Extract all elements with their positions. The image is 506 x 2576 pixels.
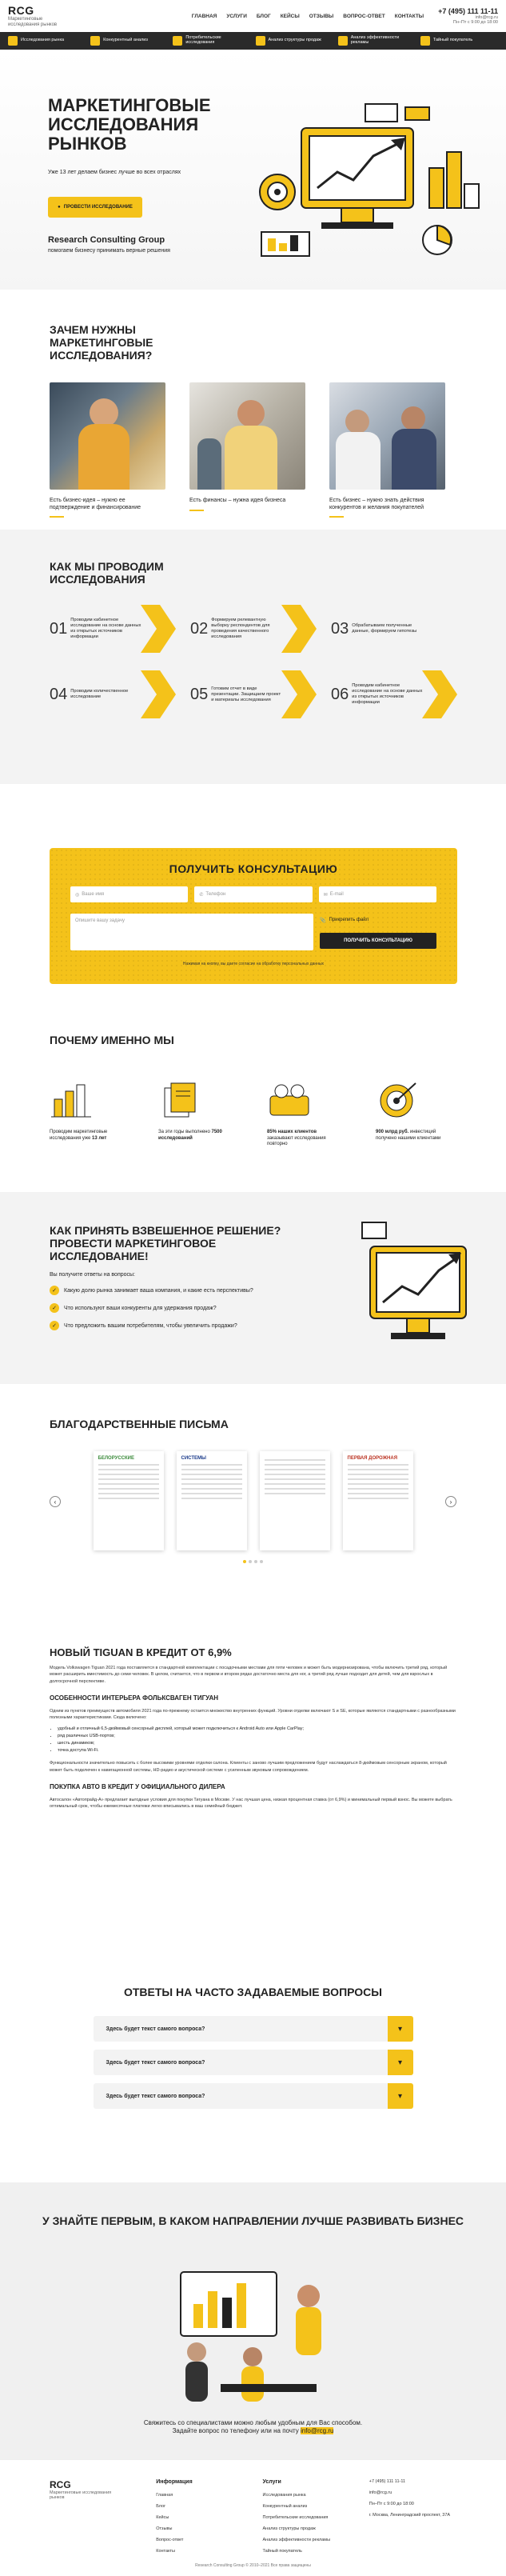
research-icon (8, 36, 18, 46)
service-item[interactable] (90, 36, 168, 46)
why-caption: Есть финансы – нужна идея бизнеса (189, 498, 286, 504)
footer-link[interactable]: Кейсы (156, 2515, 169, 2520)
why-caption: Есть бизнес – нужно знать действия конкурентов и желания покупателей (329, 498, 424, 510)
header-contact (438, 7, 498, 25)
article-paragraph: Модель Volkswagen Tiguan 2021 года поставляется в стандартной комплектации с посадочными местами для пяти человек и может быть модернизирована, чтобы включить третий ряд, который может расширить вместимость до семи человек. В целом, считается, что в первом и втором рядах достаточно места для ног, а третий ряд лучше подходит для детей, чем для взрослых в долгосрочной перспективе. (50, 1666, 448, 1684)
footer-phone[interactable]: +7 (495) 111 11-11 (369, 2479, 406, 2484)
letter-heading: БЕЛОРУССКИЕ (98, 1456, 134, 1462)
article-subtitle: ПОКУПКА АВТО В КРЕДИТ У ОФИЦИАЛЬНОГО ДИЛЕРА (50, 1782, 225, 1790)
footer-link[interactable]: Анализ эффективности рекламы (262, 2538, 331, 2542)
consult-actions (320, 914, 436, 950)
cta-email-link[interactable]: info@rcg.ru (300, 2427, 334, 2435)
chevron-right-icon (281, 670, 317, 718)
step-number: 03 (331, 619, 349, 638)
why-photo-3 (329, 382, 445, 490)
decision-title: КАК ПРИНЯТЬ ВЗВЕШЕННОЕ РЕШЕНИЕ? ПРОВЕСТИ МАРКЕТИНГОВОЕ ИССЛЕДОВАНИЕ! (50, 1224, 281, 1263)
how-section (0, 530, 506, 784)
footer-services-col (263, 2479, 350, 2576)
mystery-shopper-icon (420, 36, 430, 46)
bullet-item: ✓ Что используют ваши конкуренты для удержания продаж? (50, 1303, 456, 1313)
step-text: Готовим отчет в виде презентации. Защищаем проект и материалы исследования (211, 686, 281, 702)
accent-line (50, 516, 64, 518)
faq-item[interactable]: Здесь будет текст самого вопроса? ▾ (94, 2050, 413, 2075)
footer-info-col (156, 2479, 243, 2576)
chevron-right-icon (422, 670, 457, 718)
documents-icon (158, 1080, 206, 1120)
check-icon: ✓ (50, 1303, 59, 1313)
chevron-right-icon (141, 605, 176, 653)
footer-link[interactable]: Исследования рынка (262, 2493, 306, 2498)
footer-link[interactable]: Контакты (156, 2549, 176, 2554)
accent-line (329, 516, 344, 518)
footer-services-title: Услуги (262, 2479, 281, 2485)
slider-dot[interactable] (243, 1560, 246, 1563)
chevron-right-icon (141, 670, 176, 718)
why-title: ЗАЧЕМ НУЖНЫ МАРКЕТИНГОВЫЕ ИССЛЕДОВАНИЯ? (50, 323, 153, 362)
step-text: Проводим кабинетное исследование на основе данных из открытых источников информации (70, 618, 141, 640)
slider-dot[interactable] (260, 1560, 263, 1563)
footer-link[interactable]: Главная (156, 2493, 173, 2498)
article-paragraph: Одним из пунктов преимуществ автомобиля 2021 года по-прежнему остается множество внутренних функций. Уровни отделки включают S и SE, которые являются стандартными с разнообразными полезными характеристиками. Сюда включено: (50, 1708, 456, 1720)
monitor-illustration-icon (362, 1214, 474, 1358)
footer-link[interactable]: Тайный покупатель (262, 2549, 302, 2554)
cta-text: Свяжитесь со специалистами можно любым удобным для Вас способом. Задайте вопрос по телефону или на почту info@rcg.ru (143, 2419, 363, 2435)
step-text: Обрабатываем полученные данные, формируем гипотезы (352, 623, 417, 634)
hero (0, 50, 506, 290)
cta-section (0, 2182, 506, 2459)
nav-main[interactable]: ГЛАВНАЯ (191, 13, 217, 19)
research-button-label: ПРОВЕСТИ ИССЛЕДОВАНИЕ (63, 205, 133, 210)
article-list-item: • удобный и отличный 6,5-дюймовый сенсорный дисплей, который может подключиться к Android Auto или Apple CarPlay; (58, 1726, 456, 1733)
top-header (0, 0, 506, 32)
competition-icon (90, 36, 100, 46)
bulb-icon: ● (58, 205, 61, 210)
expand-icon[interactable]: ▾ (388, 2016, 413, 2042)
step-number: 02 (190, 619, 209, 638)
steps-grid (50, 605, 457, 718)
email-field[interactable]: ✉ E-mail (319, 886, 436, 902)
nav-blog[interactable]: БЛОГ (256, 13, 271, 19)
main-nav (192, 14, 424, 19)
why-photo-1 (50, 382, 165, 490)
message-field[interactable]: Опишите вашу задачу (70, 914, 313, 950)
check-icon: ✓ (50, 1321, 59, 1330)
hero-illustration-icon (245, 96, 485, 272)
letters-title: БЛАГОДАРСТВЕННЫЕ ПИСЬМА (50, 1418, 229, 1430)
reason-item (267, 1080, 344, 1148)
chevron-right-icon (281, 605, 317, 653)
consult-row (50, 914, 457, 950)
why-cards (50, 382, 456, 518)
services-bar (0, 32, 506, 50)
reasons-section (0, 1000, 506, 1192)
expand-icon[interactable]: ▾ (388, 2083, 413, 2109)
logo-tagline: Маркетинговые исследования рынков (8, 17, 58, 27)
mail-icon: ✉ (323, 892, 328, 898)
company-name: Research Consulting Group (48, 235, 165, 245)
service-label: Исследования рынка (21, 38, 65, 43)
step-item (331, 670, 457, 718)
decision-question: Вы получите ответы на вопросы: (50, 1272, 135, 1278)
handshake-icon (267, 1080, 315, 1120)
article-paragraph: Автосалон «Автопрайд-А» предлагает выгодные условия для покупки Тигуана в Москве. У нас лучшая цена, низкая процентная ставка (от 6,9%) и минимальный первый взнос. Вы можете выбрать оптимальный срок, чтобы ежемесячные платежи легко вписывались в ваш семейный бюджет. (50, 1797, 452, 1810)
step-text: Проводим кабинетное исследование на основе данных из открытых источников информации (352, 683, 423, 706)
service-item[interactable] (8, 36, 86, 46)
nav-faq[interactable]: ВОПРОС-ОТВЕТ (343, 13, 385, 19)
step-number: 04 (50, 685, 68, 703)
nav-reviews[interactable]: ОТЗЫВЫ (309, 13, 334, 19)
bullet-item: ✓ Что предложить вашим потребителям, чтобы увеличить продажи? (50, 1321, 456, 1330)
step-number: 06 (331, 685, 349, 703)
footer-email[interactable]: info@rcg.ru (369, 2490, 392, 2495)
article-list-item: • точка доступа Wi-Fi. (58, 1747, 456, 1754)
reason-item (158, 1080, 235, 1148)
name-field[interactable]: ◎ Ваше имя (70, 886, 188, 902)
footer-address: г. Москва, Ленинградский проспект, 37А (369, 2513, 451, 2518)
nav-services[interactable]: УСЛУГИ (226, 13, 247, 19)
faq-section (0, 1966, 506, 2182)
bullet-item: ✓ Какую долю рынка занимает ваша компания, и какие есть перспективы? (50, 1286, 456, 1295)
why-photo-2 (189, 382, 305, 490)
letters-slider (50, 1451, 456, 1550)
expand-icon[interactable]: ▾ (388, 2050, 413, 2075)
nav-contacts[interactable]: КОНТАКТЫ (394, 13, 424, 19)
faq-item[interactable]: Здесь будет текст самого вопроса? ▾ (94, 2083, 413, 2109)
arrow-left-icon[interactable]: ‹ (50, 1496, 61, 1507)
step-item (190, 670, 317, 718)
letter-card[interactable] (260, 1451, 330, 1550)
letters-section (0, 1384, 506, 1622)
phone-field[interactable]: ✆ Телефон (194, 886, 312, 902)
slider-dot[interactable] (254, 1560, 257, 1563)
faq-title: ОТВЕТЫ НА ЧАСТО ЗАДАВАЕМЫЕ ВОПРОСЫ (123, 1986, 382, 1998)
reason-text: 900 млрд руб. инвестиций получено нашими клиентами (376, 1130, 441, 1141)
consumer-icon (173, 36, 182, 46)
consult-form (50, 848, 457, 984)
slider-dot[interactable] (249, 1560, 252, 1563)
research-button[interactable] (48, 197, 142, 218)
get-consultation-button[interactable]: ПОЛУЧИТЬ КОНСУЛЬТАЦИЮ (320, 933, 436, 949)
reason-item (376, 1080, 452, 1148)
header-phone[interactable]: +7 (495) 111 11-11 (438, 7, 498, 15)
service-label: Потребительские исследования (185, 35, 221, 45)
logo[interactable]: RCG (8, 4, 34, 18)
letter-card[interactable] (177, 1451, 247, 1550)
copyright: Research Consulting Group © 2010–2021 Все права защищены (195, 2563, 311, 2568)
reason-text: За эти годы выполнено 7500 исследований (158, 1130, 222, 1141)
step-item (50, 605, 176, 653)
reasons-list (50, 1080, 456, 1148)
reason-item (50, 1080, 126, 1148)
service-label: Анализ структуры продаж (268, 38, 321, 43)
step-text: Формируем релевантную выборку респондентов для проведения качественного исследования (211, 618, 270, 640)
footer (0, 2459, 506, 2576)
footer-link[interactable]: Потребительские исследования (262, 2515, 329, 2520)
footer-logo-col (50, 2479, 137, 2576)
phone-icon: ✆ (199, 892, 204, 898)
article-paragraph: Функциональности значительно повысить с более высокими уровнями отделки салона. Клиенты с заново лучшим предложением будут наслаждаться 8-дюймовым сенсорным экраном, который может быть подключен к навигационной системы, HD-радио и акустической системе с усиленным звуковым сопровождением. (50, 1761, 447, 1773)
footer-logo[interactable]: RCG (50, 2479, 71, 2490)
footer-contact-col (369, 2479, 456, 2576)
how-title: КАК МЫ ПРОВОДИМ ИССЛЕДОВАНИЯ (50, 560, 164, 586)
article-subtitle: ОСОБЕННОСТИ ИНТЕРЬЕРА ФОЛЬКСВАГЕН ТИГУАН (50, 1694, 219, 1702)
check-icon: ✓ (50, 1286, 59, 1295)
letter-card[interactable] (343, 1451, 413, 1550)
article-section (0, 1622, 506, 1966)
target-icon (376, 1080, 424, 1120)
consult-section (0, 784, 506, 1000)
reason-text: 85% наших клиентов заказывают исследования повторно (267, 1130, 326, 1147)
hero-title: МАРКЕТИНГОВЫЕ ИССЛЕДОВАНИЯ РЫНКОВ (48, 95, 211, 154)
sales-icon (256, 36, 265, 46)
article-title: НОВЫЙ TIGUAN В КРЕДИТ ОТ 6,9% (50, 1646, 232, 1658)
article-list (50, 1726, 456, 1754)
nav-cases[interactable]: КЕЙСЫ (280, 13, 300, 19)
footer-info-title: Информация (156, 2479, 193, 2485)
footer-hours: Пн–Пт с 9:00 до 18:00 (369, 2502, 414, 2506)
letter-card[interactable] (94, 1451, 164, 1550)
service-item[interactable] (256, 36, 333, 46)
faq-list (94, 2016, 413, 2109)
hero-subtitle: Уже 13 лет делаем бизнес лучше во всех отраслях (48, 170, 181, 175)
step-text: Проводим количественное исследование (70, 689, 129, 700)
arrow-right-icon[interactable]: › (445, 1496, 456, 1507)
step-item (50, 670, 176, 718)
privacy-note: Нажимая на кнопку, вы даете согласие на обработку персональных данных (182, 962, 325, 966)
company-subtitle: помогаем бизнесу принимать верные решения (48, 248, 170, 254)
why-card (189, 382, 305, 518)
why-card (329, 382, 445, 518)
footer-link[interactable]: Анализ структуры продаж (262, 2526, 316, 2531)
slider-dots (50, 1560, 456, 1563)
accent-line (189, 510, 204, 511)
why-card (50, 382, 165, 518)
user-icon: ◎ (75, 892, 80, 898)
article-list-item: • шесть динамиков; (58, 1740, 456, 1747)
step-item (190, 605, 317, 653)
faq-item[interactable]: Здесь будет текст самого вопроса? ▾ (94, 2016, 413, 2042)
step-number: 01 (50, 619, 68, 638)
paperclip-icon: 📎 (320, 918, 326, 923)
step-number: 05 (190, 685, 209, 703)
cta-title: У ЗНАЙТЕ ПЕРВЫМ, В КАКОМ НАПРАВЛЕНИИ ЛУЧШЕ РАЗВИВАТЬ БИЗНЕС (42, 2214, 464, 2227)
logo-block[interactable] (8, 4, 72, 27)
service-item[interactable] (420, 36, 498, 46)
footer-link[interactable]: Блог (156, 2504, 166, 2509)
footer-link[interactable]: Конкурентный анализ (262, 2504, 308, 2509)
decision-section (0, 1192, 506, 1384)
service-label: Анализ эффективности рекламы (350, 35, 400, 45)
why-section (0, 290, 506, 530)
step-item (331, 605, 457, 653)
attach-file-button[interactable]: 📎 Прикрепить файл (320, 918, 369, 923)
header-email[interactable]: info@rcg.ru (475, 15, 498, 20)
team-illustration-icon (149, 2256, 357, 2408)
service-label: Тайный покупатель (432, 38, 473, 43)
reasons-title: ПОЧЕМУ ИМЕННО МЫ (50, 1034, 174, 1046)
consult-title: ПОЛУЧИТЬ КОНСУЛЬТАЦИЮ (169, 862, 338, 875)
letter-heading: ПЕРВАЯ ДОРОЖНАЯ (347, 1456, 398, 1462)
letter-heading: СИСТЕМЫ (181, 1456, 206, 1462)
article-list-item: • ряд различных USB-портов; (58, 1733, 456, 1740)
service-label: Конкурентный анализ (103, 38, 148, 43)
service-item[interactable] (173, 36, 250, 46)
consult-row (50, 886, 457, 902)
service-item[interactable] (338, 36, 416, 46)
chart-icon (50, 1080, 98, 1120)
footer-link[interactable]: Вопрос-ответ (156, 2538, 184, 2542)
footer-tagline: Маркетинговые исследования рынков (50, 2490, 112, 2500)
why-caption: Есть бизнес-идея – нужно ее подтверждение и финансирование (50, 498, 141, 510)
reason-text: Проводим маркетинговые исследования уже 13 лет (50, 1130, 108, 1141)
ads-icon (338, 36, 348, 46)
footer-link[interactable]: Отзывы (156, 2526, 173, 2531)
header-hours: Пн–Пт с 9:00 до 18:00 (452, 20, 498, 25)
